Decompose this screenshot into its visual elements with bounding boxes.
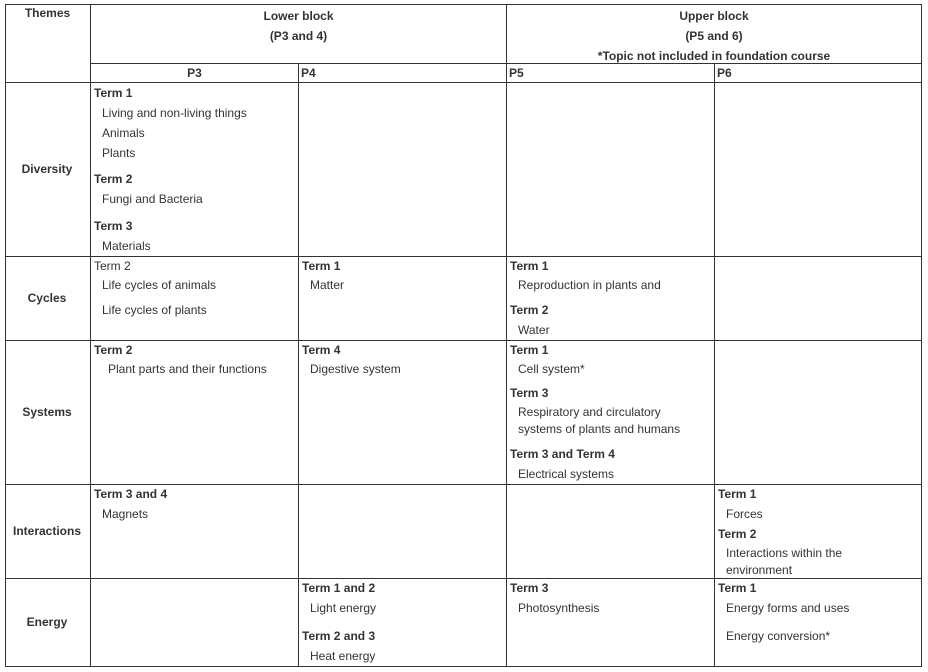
topic-item: Water xyxy=(518,323,550,337)
theme-interactions: Interactions xyxy=(12,524,81,538)
col-divider-p3 xyxy=(298,63,299,667)
term-label: Term 1 xyxy=(302,259,341,273)
topic-item: Energy forms and uses xyxy=(726,601,850,615)
term-label: Term 2 xyxy=(94,259,131,273)
term-label: Term 3 xyxy=(94,219,133,233)
theme-diversity: Diversity xyxy=(21,162,73,176)
col-divider-themes xyxy=(90,4,91,667)
term-label: Term 2 xyxy=(718,527,757,541)
border-top xyxy=(5,4,922,5)
topic-item: Plant parts and their functions xyxy=(108,362,267,376)
topic-item: Energy conversion* xyxy=(726,629,831,643)
topic-item: Life cycles of animals xyxy=(102,278,217,292)
topic-item: Heat energy xyxy=(310,649,376,663)
term-label: Term 3 xyxy=(510,581,549,595)
term-label: Term 1 xyxy=(718,487,757,501)
border-bottom xyxy=(5,666,922,667)
upper-block-header xyxy=(507,6,921,66)
upper-block-note: *Topic not included in foundation course xyxy=(597,49,831,63)
topic-item: Cell system* xyxy=(518,362,585,376)
level-header-p4: P4 xyxy=(301,66,316,80)
row-divider-2 xyxy=(5,340,922,341)
topic-item: Materials xyxy=(102,239,151,253)
upper-block-title: Upper block xyxy=(679,9,749,23)
term-label: Term 2 xyxy=(510,303,549,317)
topic-item: Interactions within the environment xyxy=(726,546,843,577)
topic-item: Fungi and Bacteria xyxy=(102,192,203,206)
theme-cycles: Cycles xyxy=(27,291,67,305)
header-bottom xyxy=(5,82,922,83)
term-label: Term 3 xyxy=(510,386,549,400)
topic-item: Reproduction in plants and xyxy=(518,278,661,292)
topic-item: Plants xyxy=(102,146,136,160)
term-label: Term 1 xyxy=(94,86,133,100)
border-left xyxy=(5,4,6,667)
term-label: Term 3 and Term 4 xyxy=(510,447,615,461)
term-label: Term 1 and 2 xyxy=(302,581,376,595)
level-header-p6: P6 xyxy=(717,66,732,80)
theme-energy: Energy xyxy=(26,615,68,629)
topic-item: Magnets xyxy=(102,507,149,521)
level-header-p5: P5 xyxy=(509,66,524,80)
col-divider-block xyxy=(506,4,507,667)
col-divider-p5 xyxy=(714,63,715,667)
topic-item: Life cycles of plants xyxy=(102,303,207,317)
topic-item: Light energy xyxy=(310,601,377,615)
border-right xyxy=(921,4,922,667)
upper-block-subtitle: (P5 and 6) xyxy=(685,29,743,43)
topic-item: Forces xyxy=(726,507,763,521)
term-label: Term 2 and 3 xyxy=(302,629,376,643)
topic-item: Respiratory and circulatory systems of plants and humans xyxy=(518,405,681,436)
term-label: Term 3 and 4 xyxy=(94,487,168,501)
topic-item: Animals xyxy=(102,126,145,140)
term-label: Term 1 xyxy=(510,259,549,273)
lower-block-header xyxy=(91,6,506,46)
topic-item: Living and non-living things xyxy=(102,106,247,120)
themes-header: Themes xyxy=(24,6,71,20)
term-label: Term 1 xyxy=(510,343,549,357)
topic-item: Matter xyxy=(310,278,345,292)
term-label: Term 2 xyxy=(94,343,133,357)
term-label: Term 2 xyxy=(94,172,133,186)
topic-item: Digestive system xyxy=(310,362,401,376)
row-divider-1 xyxy=(5,256,922,257)
lower-block-title: Lower block xyxy=(263,9,334,23)
topic-item: Photosynthesis xyxy=(518,601,600,615)
theme-systems: Systems xyxy=(22,405,72,419)
term-label: Term 4 xyxy=(302,343,341,357)
topic-item: Electrical systems xyxy=(518,467,615,481)
lower-block-subtitle: (P3 and 4) xyxy=(269,29,328,43)
level-header-p3: P3 xyxy=(187,66,202,80)
term-label: Term 1 xyxy=(718,581,757,595)
row-divider-3 xyxy=(5,484,922,485)
